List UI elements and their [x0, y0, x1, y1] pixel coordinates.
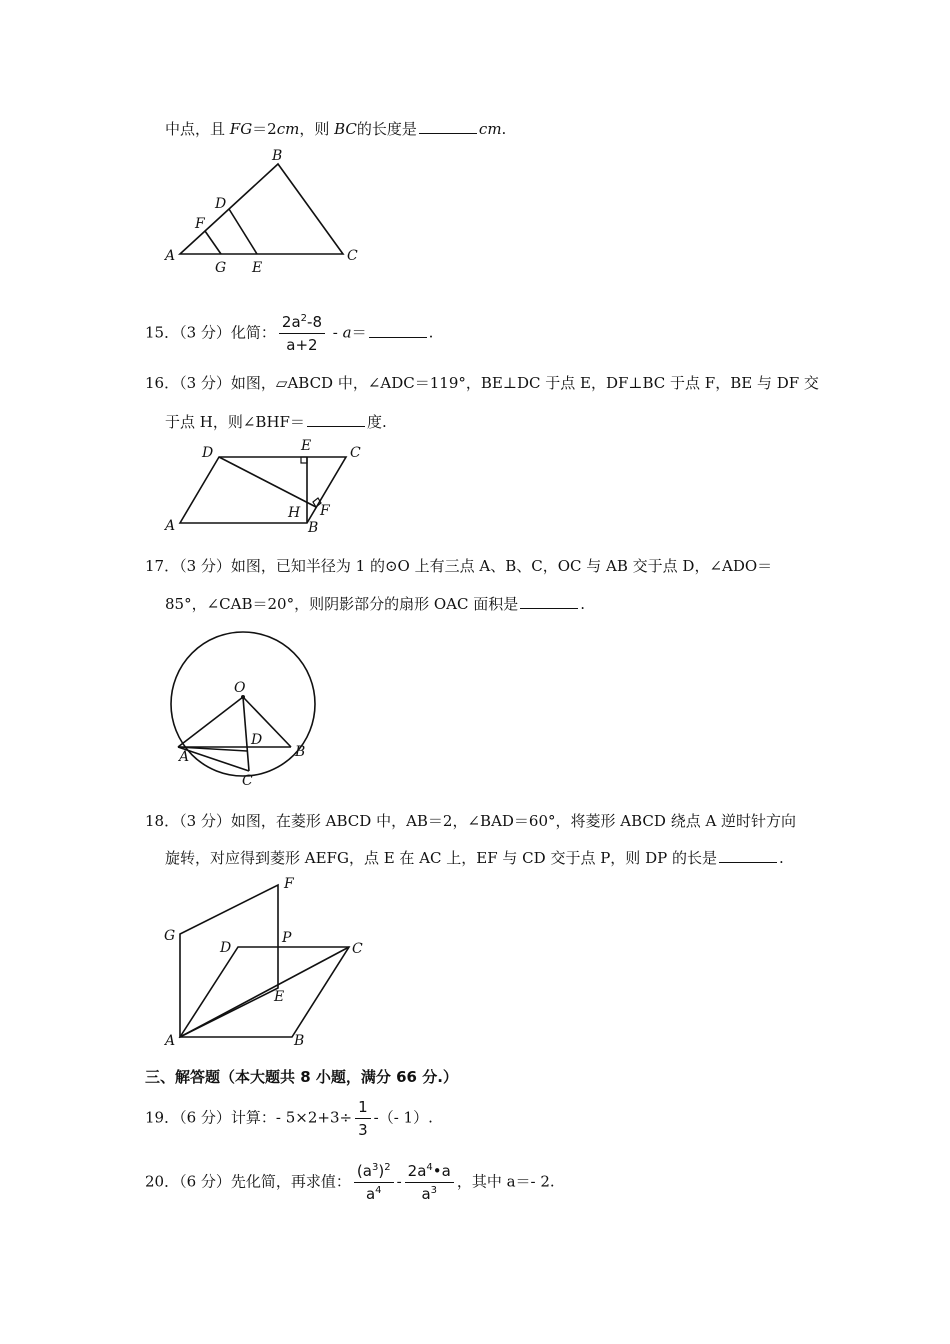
q15-number: 15．	[145, 323, 180, 342]
q16-parallelogram-figure	[160, 435, 375, 535]
q14-text-line	[165, 118, 506, 139]
q19-number: 19．	[145, 1108, 180, 1127]
q17-label-B: B	[295, 744, 306, 760]
q14-triangle-figure	[160, 140, 370, 275]
q17-text-2: 85°，∠CAB＝20°，则阴影部分的扇形 OAC 面积是	[165, 595, 519, 613]
q20-f2-num-b: •a	[432, 1162, 451, 1180]
q15-score: （3 分）化简：	[179, 323, 276, 342]
q16-answer-blank[interactable]	[307, 412, 365, 427]
q18-text-3: .	[778, 849, 784, 867]
question-15	[145, 313, 433, 354]
q20-f1-num-a: (a	[356, 1162, 372, 1180]
q14-bc: BC	[334, 120, 357, 138]
q14-label-C: C	[347, 248, 358, 264]
q14-answer-blank[interactable]	[419, 119, 477, 134]
q17-answer-blank[interactable]	[520, 594, 578, 609]
q18-label-A: A	[165, 1033, 176, 1049]
q15-var: a	[342, 323, 352, 342]
q20-fraction-2	[405, 1162, 454, 1203]
q14-label-D: D	[215, 196, 227, 212]
q17-text-1: （3 分）如图，已知半径为 1 的⊙O 上有三点 A、B、C，OC 与 AB 交于点 D，∠ADO＝	[179, 557, 773, 575]
q18-label-E: E	[274, 989, 285, 1005]
q16-label-C: C	[350, 445, 361, 461]
q18-label-G: G	[164, 928, 176, 944]
q16-label-F: F	[320, 503, 330, 519]
q20-f1-num-exp1: 3	[371, 1162, 379, 1173]
q14-eq: ＝2	[252, 120, 277, 138]
q20-f2-num-a: 2a	[407, 1162, 427, 1180]
q14-tail: 的长度是	[356, 120, 417, 138]
q16-text-3: 度.	[366, 413, 387, 431]
q14-label-E: E	[252, 260, 263, 275]
q16-number: 16．	[145, 374, 180, 392]
q17-label-D: D	[251, 732, 263, 748]
q20-f1-num-b: )	[378, 1162, 385, 1180]
q15-end: .	[428, 323, 434, 342]
q18-line1	[145, 810, 796, 831]
q20-text-a: （6 分）先化简，再求值：	[179, 1172, 351, 1191]
q19-text-b: -（- 1）.	[373, 1108, 433, 1127]
q14-fg: FG	[229, 120, 253, 138]
q16-line1	[145, 372, 819, 393]
q18-label-B: B	[294, 1033, 305, 1049]
q17-line2	[165, 593, 585, 614]
q14-label-F: F	[195, 216, 205, 232]
q17-label-O: O	[234, 680, 246, 696]
section-3-heading: 三、解答题（本大题共 8 小题，满分 66 分.）	[145, 1068, 458, 1086]
question-19	[145, 1098, 433, 1139]
q18-text-2: 旋转，对应得到菱形 AEFG，点 E 在 AC 上，EF 与 CD 交于点 P，则 DP 的长是	[165, 849, 717, 867]
q18-line2	[165, 847, 784, 868]
q15-den: a+2	[286, 336, 318, 354]
q18-label-C: C	[352, 941, 363, 957]
q17-label-A: A	[179, 749, 190, 765]
q20-f2-den-exp: 3	[430, 1185, 438, 1196]
q16-text-1: （3 分）如图，▱ABCD 中，∠ADC＝119°，BE⊥DC 于点 E，DF⊥BC 于点 F，BE 与 DF 交	[179, 374, 819, 392]
question-20	[145, 1162, 555, 1203]
q16-label-D: D	[202, 445, 214, 461]
q16-label-A: A	[165, 518, 176, 534]
q18-label-D: D	[220, 940, 232, 956]
q16-label-B: B	[308, 520, 319, 535]
q18-label-P: P	[282, 930, 292, 946]
q14-label-A: A	[165, 248, 176, 264]
q20-minus: -	[396, 1172, 402, 1191]
q20-f1-den-exp: 4	[375, 1185, 382, 1196]
q18-number: 18．	[145, 812, 180, 830]
q19-num: 1	[355, 1098, 371, 1119]
q20-number: 20．	[145, 1172, 180, 1191]
q15-answer-blank[interactable]	[369, 323, 427, 338]
q15-num-exp: 2	[300, 313, 308, 324]
q16-label-H: H	[288, 505, 301, 521]
q18-answer-blank[interactable]	[719, 848, 777, 863]
q20-f2-den-a: a	[421, 1185, 431, 1203]
q15-num-a: 2a	[281, 313, 301, 331]
q15-eq: ＝	[351, 323, 367, 342]
q15-minus: -	[328, 323, 343, 342]
q18-rhombus-figure	[160, 870, 375, 1050]
q14-label-G: G	[215, 260, 227, 275]
q20-f1-den-a: a	[365, 1185, 376, 1203]
q17-circle-figure	[165, 628, 325, 793]
q16-text-2: 于点 H，则∠BHF＝	[165, 413, 305, 431]
q14-label-B: B	[272, 148, 283, 164]
q14-unit2: cm	[478, 120, 502, 138]
q20-f1-num-exp2: 2	[384, 1162, 391, 1173]
q15-num-b: -8	[307, 313, 322, 331]
q18-label-F: F	[284, 876, 294, 892]
q17-line1	[145, 555, 772, 576]
q20-text-b: ，其中 a＝- 2.	[456, 1172, 555, 1191]
q17-number: 17．	[145, 557, 180, 575]
q19-text-a: （6 分）计算：- 5×2+3÷	[179, 1108, 353, 1127]
q15-fraction	[279, 313, 325, 354]
q17-text-3: .	[580, 595, 586, 613]
q19-den: 3	[358, 1121, 368, 1139]
q18-text-1: （3 分）如图，在菱形 ABCD 中，AB＝2，∠BAD＝60°，将菱形 ABCD 绕点 A 逆时针方向	[179, 812, 797, 830]
q14-mid: ，则	[299, 120, 335, 138]
q14-prefix: 中点，且	[165, 120, 230, 138]
q14-unit1: cm	[276, 120, 300, 138]
q19-fraction	[355, 1098, 371, 1139]
q14-end: .	[501, 120, 507, 138]
q16-line2	[165, 411, 387, 432]
q16-label-E: E	[301, 438, 312, 454]
q20-f2-num-exp: 4	[426, 1162, 433, 1173]
q17-label-C: C	[242, 773, 253, 789]
q20-fraction-1	[354, 1162, 394, 1203]
